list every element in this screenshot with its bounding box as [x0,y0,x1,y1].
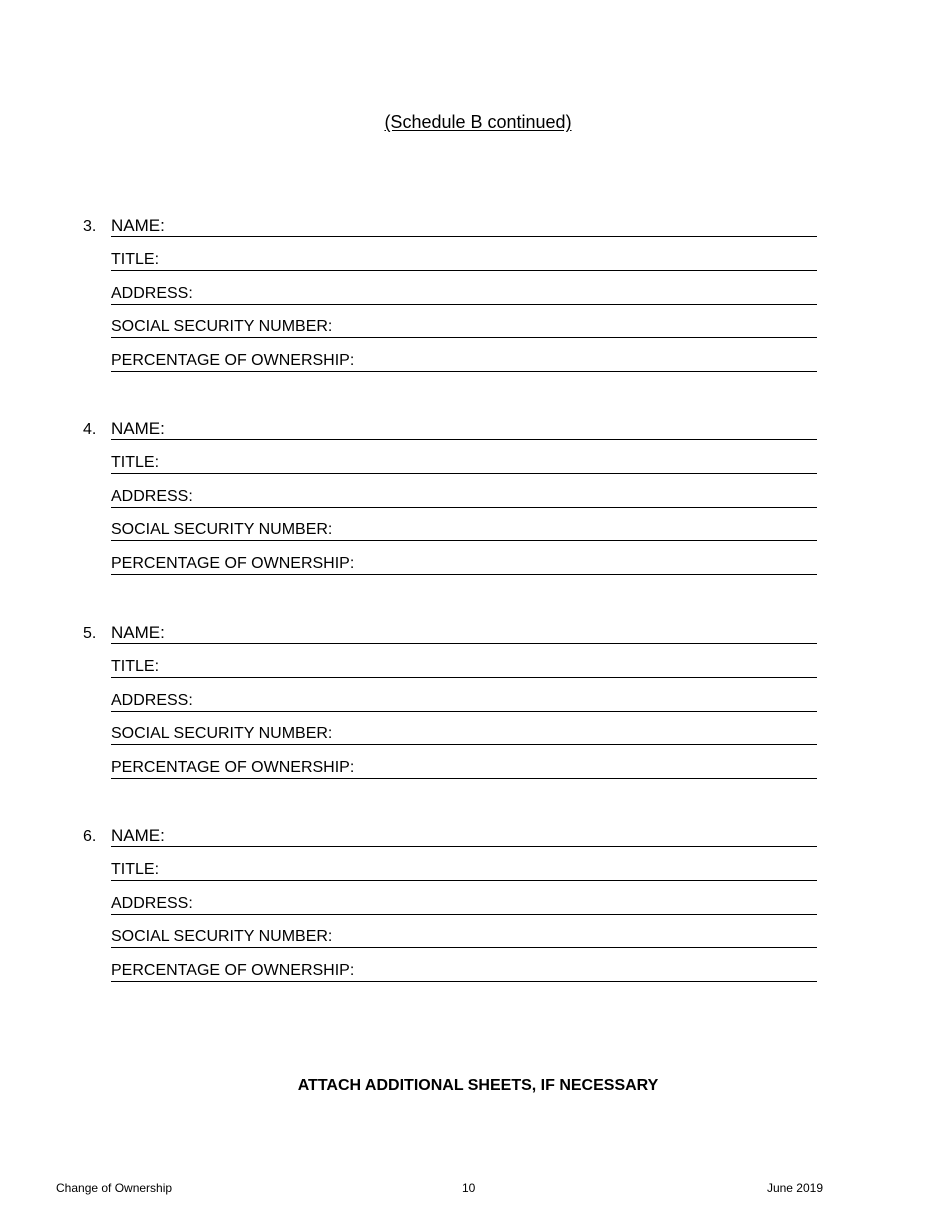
owner-section-5 [0,623,950,793]
address-field[interactable] [111,691,817,712]
ownership-percentage-label: PERCENTAGE OF OWNERSHIP: [111,352,355,369]
ownership-percentage-label: PERCENTAGE OF OWNERSHIP: [111,962,355,979]
footer-page-number: 10 [462,1181,476,1195]
section-number: 3. [83,218,97,235]
footer-document-title: Change of Ownership [56,1181,173,1195]
ssn-label: SOCIAL SECURITY NUMBER: [111,928,333,945]
ownership-percentage-field[interactable] [111,554,817,575]
owner-section-3 [0,216,950,386]
name-field[interactable] [111,216,817,237]
title-field[interactable] [111,453,817,474]
owner-section-6 [0,826,950,996]
ownership-percentage-label: PERCENTAGE OF OWNERSHIP: [111,555,355,572]
ownership-percentage-field[interactable] [111,961,817,982]
ssn-field[interactable] [111,317,817,338]
address-label: ADDRESS: [111,285,193,302]
page-heading: (Schedule B continued) [384,112,572,132]
title-field[interactable] [111,657,817,678]
ssn-field[interactable] [111,520,817,541]
address-label: ADDRESS: [111,692,193,709]
section-number: 6. [83,828,97,845]
address-field[interactable] [111,894,817,915]
owner-section-4 [0,419,950,589]
ssn-field[interactable] [111,927,817,948]
ssn-label: SOCIAL SECURITY NUMBER: [111,725,333,742]
title-field[interactable] [111,250,817,271]
footer-date: June 2019 [766,1181,823,1195]
name-label: NAME: [111,623,165,642]
title-label: TITLE: [111,861,160,878]
title-label: TITLE: [111,454,160,471]
name-label: NAME: [111,216,165,235]
address-field[interactable] [111,487,817,508]
address-label: ADDRESS: [111,895,193,912]
ssn-label: SOCIAL SECURITY NUMBER: [111,318,333,335]
section-number: 4. [83,421,97,438]
ssn-field[interactable] [111,724,817,745]
title-label: TITLE: [111,658,160,675]
attach-additional-sheets-note: ATTACH ADDITIONAL SHEETS, IF NECESSARY [297,1077,659,1094]
title-label: TITLE: [111,251,160,268]
ssn-label: SOCIAL SECURITY NUMBER: [111,521,333,538]
ownership-percentage-field[interactable] [111,351,817,372]
name-label: NAME: [111,826,165,845]
title-field[interactable] [111,860,817,881]
ownership-percentage-label: PERCENTAGE OF OWNERSHIP: [111,759,355,776]
name-label: NAME: [111,419,165,438]
address-label: ADDRESS: [111,488,193,505]
address-field[interactable] [111,284,817,305]
ownership-percentage-field[interactable] [111,758,817,779]
name-field[interactable] [111,826,817,847]
name-field[interactable] [111,623,817,644]
section-number: 5. [83,625,97,642]
name-field[interactable] [111,419,817,440]
